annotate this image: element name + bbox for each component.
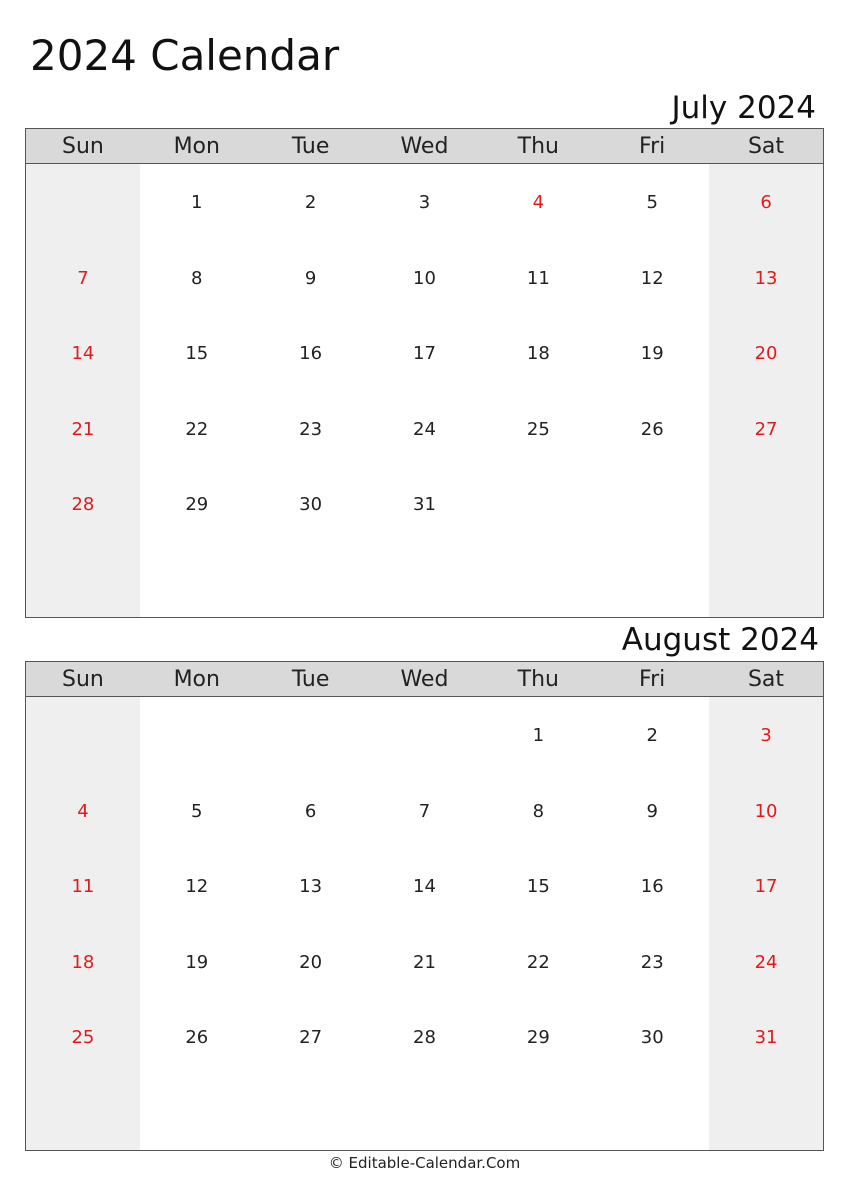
day-cell: 18 [526, 343, 550, 364]
day-cell: 24 [413, 418, 436, 440]
empty-day-cell [26, 542, 140, 618]
day-cell: 31 [754, 1027, 778, 1048]
day-cell: 9 [304, 267, 317, 289]
empty-day-cell [595, 466, 709, 542]
weekday-header-thu: Thu [517, 134, 559, 159]
empty-day-cell [481, 1075, 595, 1151]
empty-day-cell [481, 466, 595, 542]
empty-day-cell [595, 1075, 709, 1151]
day-cell: 14 [413, 876, 436, 897]
day-cell: 17 [413, 343, 436, 364]
day-cell: 10 [413, 267, 436, 289]
day-cell: 30 [640, 1027, 664, 1048]
day-cell: 11 [71, 876, 95, 897]
empty-day-cell [595, 542, 709, 618]
day-cell: 28 [413, 1027, 436, 1048]
day-cell: 5 [646, 192, 658, 213]
empty-day-cell [368, 542, 482, 618]
empty-day-cell [26, 164, 140, 240]
weekday-header-row [26, 662, 823, 697]
day-cell: 29 [526, 1027, 550, 1048]
copyright-footer: © Editable-Calendar.Com [328, 1154, 521, 1172]
empty-day-cell [254, 1075, 368, 1151]
day-cell: 4 [77, 800, 89, 822]
weekday-header-tue: Tue [291, 667, 330, 692]
day-cell: 7 [418, 800, 431, 822]
empty-day-cell [140, 542, 254, 618]
day-cell: 2 [304, 192, 317, 213]
day-cell: 9 [646, 800, 658, 822]
weekday-header-sat: Sat [747, 667, 785, 692]
weekday-header-sun: Sun [61, 667, 104, 692]
day-cell: 22 [526, 951, 550, 973]
day-grid [26, 697, 823, 1150]
weekday-header-mon: Mon [173, 667, 220, 692]
day-cell: 18 [71, 951, 95, 973]
day-cell: 12 [185, 876, 209, 897]
weekday-header-fri: Fri [639, 134, 666, 159]
empty-day-cell [26, 697, 140, 773]
day-cell: 25 [71, 1027, 95, 1048]
month-title-july: July 2024 [671, 90, 816, 126]
weekday-header-thu: Thu [517, 667, 559, 692]
weekday-header-fri: Fri [639, 667, 666, 692]
day-cell: 23 [640, 951, 664, 973]
weekday-header-sat: Sat [747, 134, 785, 159]
month-title-august: August 2024 [621, 622, 819, 658]
weekday-header-tue: Tue [291, 134, 330, 159]
day-cell: 20 [299, 951, 323, 973]
day-cell: 14 [71, 343, 95, 364]
day-cell: 6 [304, 800, 317, 822]
day-cell: 13 [299, 876, 323, 897]
day-cell: 20 [754, 343, 778, 364]
day-cell: 1 [191, 192, 203, 213]
day-cell: 16 [299, 343, 323, 364]
day-cell: 27 [754, 418, 778, 440]
day-cell: 6 [760, 192, 772, 213]
day-cell: 17 [754, 876, 778, 897]
day-cell: 11 [526, 267, 550, 289]
day-cell: 28 [71, 494, 95, 515]
day-cell: 19 [640, 343, 664, 364]
day-cell: 3 [760, 725, 772, 746]
empty-day-cell [140, 697, 254, 773]
weekday-header-wed: Wed [400, 134, 449, 159]
weekday-header-wed: Wed [400, 667, 449, 692]
day-cell: 3 [418, 192, 431, 213]
day-cell: 21 [413, 951, 436, 973]
empty-day-cell [368, 1075, 482, 1151]
day-cell: 22 [185, 418, 209, 440]
day-cell: 8 [191, 267, 203, 289]
day-cell: 29 [185, 494, 209, 515]
day-cell: 13 [754, 267, 778, 289]
empty-day-cell [481, 542, 595, 618]
day-cell: 15 [185, 343, 209, 364]
empty-day-cell [254, 697, 368, 773]
empty-day-cell [140, 1075, 254, 1151]
day-cell: 25 [526, 418, 550, 440]
day-cell: 1 [532, 725, 545, 746]
day-cell: 24 [754, 951, 778, 973]
empty-day-cell [709, 542, 823, 618]
month-calendar-july [25, 128, 824, 618]
empty-day-cell [709, 1075, 823, 1151]
day-grid [26, 164, 823, 617]
day-cell: 16 [640, 876, 664, 897]
day-cell: 30 [299, 494, 323, 515]
empty-day-cell [26, 1075, 140, 1151]
weekday-header-row [26, 129, 823, 164]
empty-day-cell [368, 697, 482, 773]
day-cell: 31 [413, 494, 436, 515]
day-cell: 27 [299, 1027, 323, 1048]
day-cell: 15 [526, 876, 550, 897]
day-cell: 21 [71, 418, 95, 440]
day-cell: 26 [185, 1027, 209, 1048]
day-cell: 5 [191, 800, 203, 822]
page-title: 2024 Calendar [30, 31, 340, 80]
weekday-header-sun: Sun [61, 134, 104, 159]
month-calendar-august [25, 661, 824, 1151]
day-cell: 12 [640, 267, 664, 289]
weekday-header-mon: Mon [173, 134, 220, 159]
day-cell: 26 [640, 418, 664, 440]
empty-day-cell [709, 466, 823, 542]
empty-day-cell [254, 542, 368, 618]
day-cell: 10 [754, 800, 778, 822]
day-cell: 19 [185, 951, 209, 973]
day-cell: 23 [299, 418, 323, 440]
day-cell: 7 [77, 267, 89, 289]
day-cell: 2 [646, 725, 658, 746]
day-cell: 4 [532, 192, 545, 213]
day-cell: 8 [532, 800, 545, 822]
